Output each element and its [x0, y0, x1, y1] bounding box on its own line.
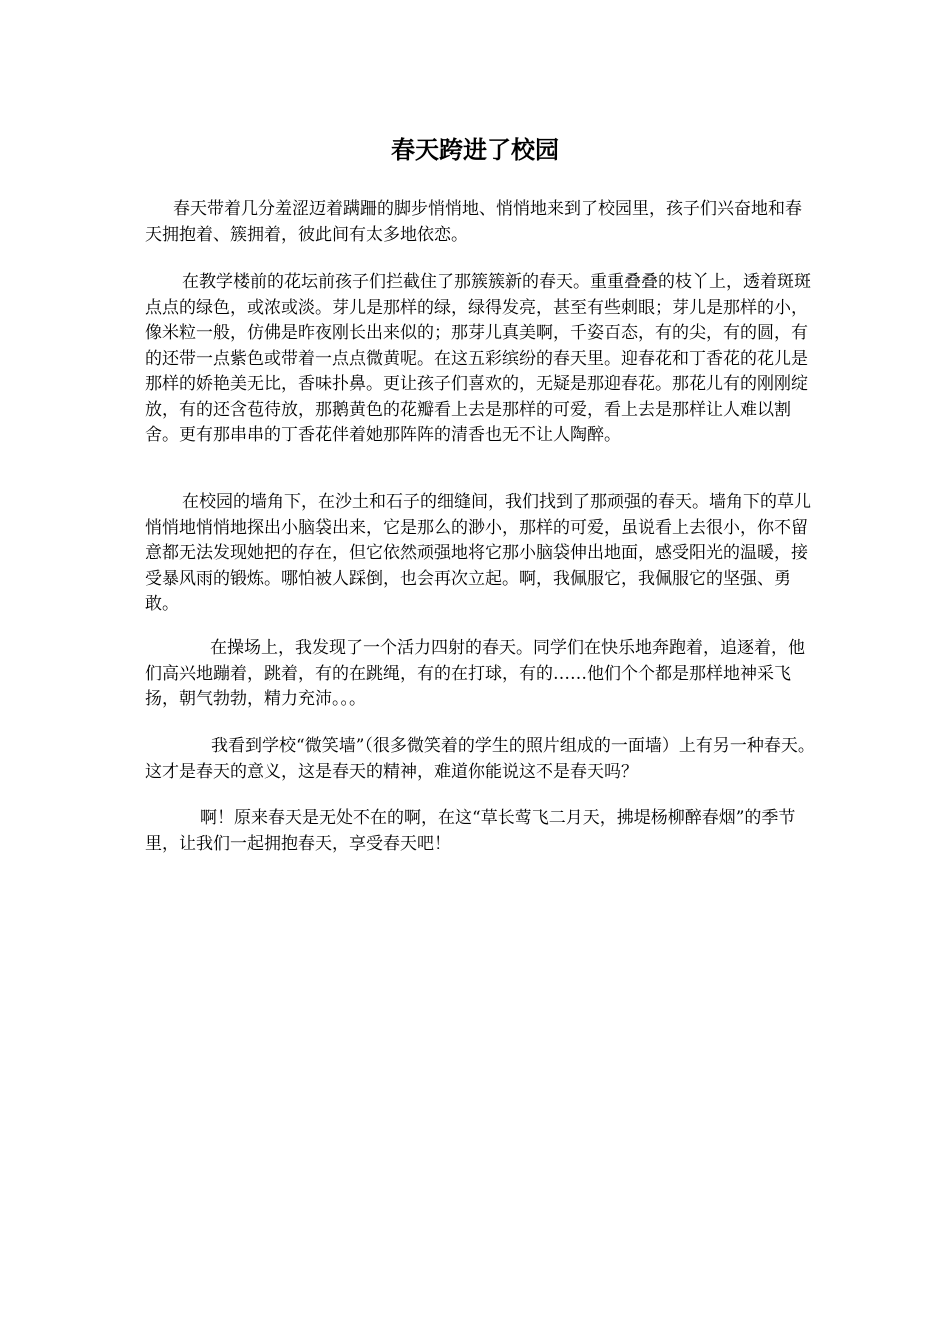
document-title: 春天跨进了校园: [391, 135, 559, 164]
paragraph-2: 在教学楼前的花坛前孩子们拦截住了那簇簇新的春天。重重叠叠的枝丫上，透着斑斑点点的绿色，或浓或淡。芽儿是那样的绿，绿得发亮，甚至有些刺眼；芽儿是那样的小，像米粒一般，仿佛是昨夜刚长出来似的；那芽儿真美啊，千姿百态，有的尖，有的圆，有的还带一点紫色或带着一点点微黄呢。在这五彩缤纷的春天里。迎春花和丁香花的花儿是那样的娇艳美无比，香味扑鼻。更让孩子们喜欢的，无疑是那迎春花。那花儿有的刚刚绽放，有的还含苞待放，那鹅黄色的花瓣看上去是那样的可爱，看上去是那样让人难以割舍。更有那串串的丁香花伴着她那阵阵的清香也无不让人陶醉。: [145, 272, 811, 445]
paragraph-1: 春天带着几分羞涩迈着蹒跚的脚步悄悄地、悄悄地来到了校园里，孩子们兴奋地和春天拥抱着、簇拥着，彼此间有太多地依恋。: [145, 199, 802, 245]
paragraph-5: 我看到学校“微笑墙”（很多微笑着的学生的照片组成的一面墙）上有另一种春天。这才是春天的意义，这是春天的精神，难道你能说这不是春天吗？: [145, 736, 815, 782]
paragraph-3: 在校园的墙角下，在沙土和石子的细缝间，我们找到了那顽强的春天。墙角下的草儿悄悄地悄悄地探出小脑袋出来，它是那么的渺小，那样的可爱，虽说看上去很小，你不留意都无法发现她把的存在，但它依然顽强地将它那小脑袋伸出地面，感受阳光的温暖，接受暴风雨的锻炼。哪怕被人踩倒，也会再次立起。啊，我佩服它，我佩服它的坚强、勇敢。: [145, 492, 811, 614]
paragraph-6: 啊！原来春天是无处不在的啊，在这“草长莺飞二月天，拂堤杨柳醉春烟”的季节里，让我们一起拥抱春天，享受春天吧！: [145, 808, 796, 854]
paragraph-4: 在操场上，我发现了一个活力四射的春天。同学们在快乐地奔跑着，追逐着，他们高兴地蹦着，跳着，有的在跳绳，有的在打球，有的……他们个个都是那样地神采飞扬，朝气勃勃，精力充沛。。。: [145, 638, 805, 709]
